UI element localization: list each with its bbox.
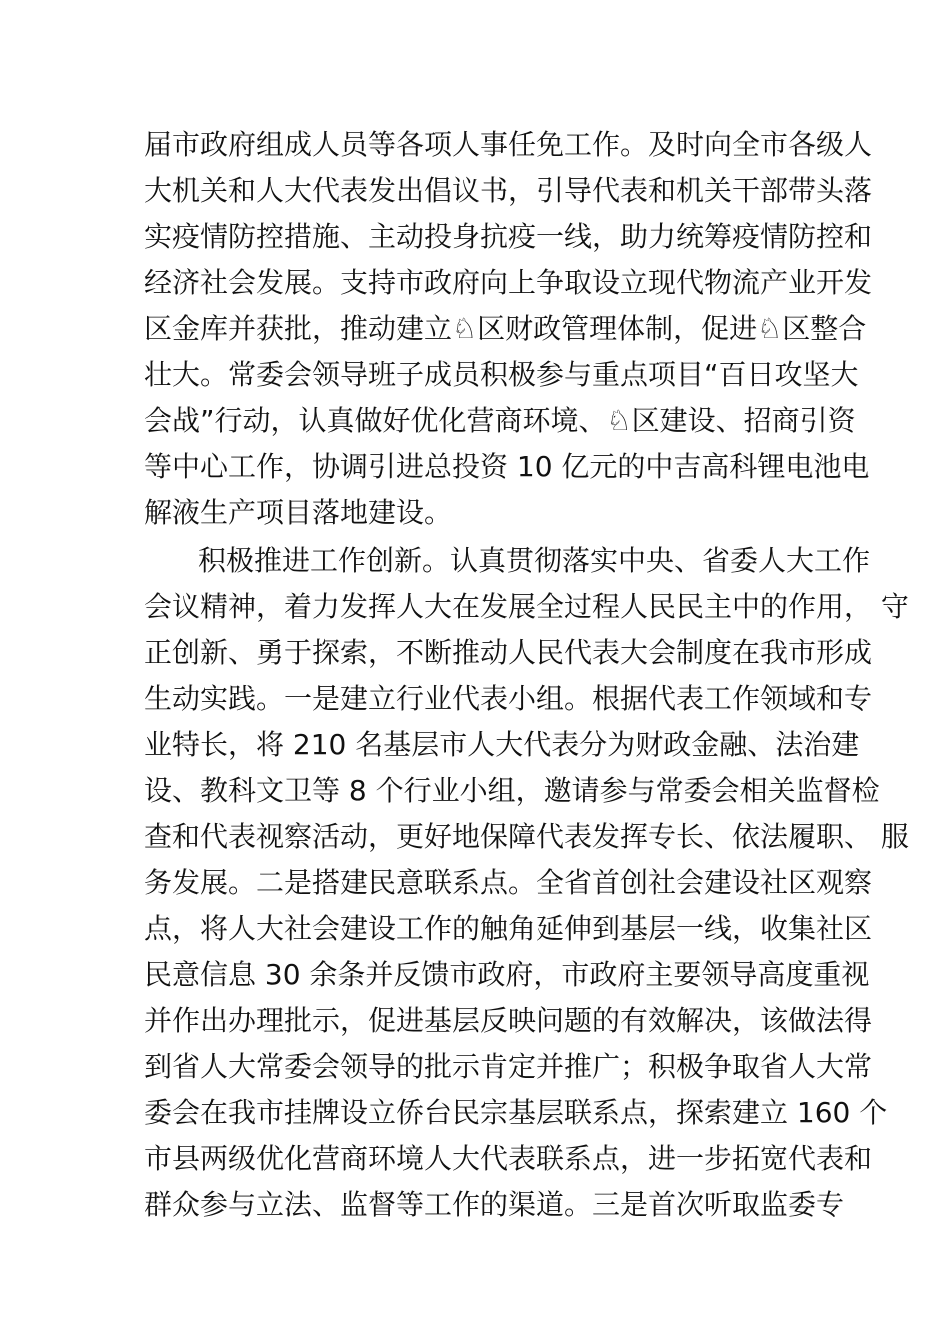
text-line: 民意信息 30 余条并反馈市政府，市政府主要领导高度重视 — [144, 958, 870, 991]
text-line: 查和代表视察活动，更好地保障代表发挥专长、依法履职、 服 — [144, 820, 909, 853]
body-text — [144, 122, 909, 1228]
text-line: 届市政府组成人员等各项人事任免工作。及时向全市各级人 — [144, 128, 873, 161]
text-line: 正创新、勇于探索，不断推动人民代表大会制度在我市形成 — [144, 636, 873, 669]
text-line: 设、教科文卫等 8 个行业小组，邀请参与常委会相关监督检 — [144, 774, 880, 807]
text-line: 群众参与立法、监督等工作的渠道。三是首次听取监委专 — [144, 1188, 845, 1221]
text-line: 壮大。常委会领导班子成员积极参与重点项目“百日攻坚大 — [144, 358, 859, 391]
text-line: 务发展。二是搭建民意联系点。全省首创社会建设社区观察 — [144, 866, 873, 899]
text-line: 业特长，将 210 名基层市人大代表分为财政金融、法治建 — [144, 728, 860, 761]
text-line: 委会在我市挂牌设立侨台民宗基层联系点，探索建立 160 个 — [144, 1096, 888, 1129]
paragraph-first-line: 积极推进工作创新。认真贯彻落实中央、省委人大工作 — [198, 544, 871, 577]
text-line: 市县两级优化营商环境人大代表联系点，进一步拓宽代表和 — [144, 1142, 873, 1175]
text-line: 实疫情防控措施、主动投身抗疫一线，助力统筹疫情防控和 — [144, 220, 873, 253]
text-line: 会议精神，着力发挥人大在发展全过程人民民主中的作用， 守 — [144, 590, 909, 623]
text-line: 解液生产项目落地建设。 — [144, 496, 453, 529]
text-line: 大机关和人大代表发出倡议书，引导代表和机关干部带头落 — [144, 174, 873, 207]
text-line: 等中心工作，协调引进总投资 10 亿元的中吉高科锂电池电 — [144, 450, 870, 483]
text-line: 点，将人大社会建设工作的触角延伸到基层一线，收集社区 — [144, 912, 873, 945]
text-line: 生动实践。一是建立行业代表小组。根据代表工作领域和专 — [144, 682, 873, 715]
text-line: 会战”行动，认真做好优化营商环境、♘区建设、招商引资 — [144, 404, 856, 437]
text-line: 经济社会发展。支持市政府向上争取设立现代物流产业开发 — [144, 266, 873, 299]
text-line: 并作出办理批示，促进基层反映问题的有效解决，该做法得 — [144, 1004, 873, 1037]
text-line: 区金库并获批，推动建立♘区财政管理体制，促进♘区整合 — [144, 312, 867, 345]
text-line: 到省人大常委会领导的批示肯定并推广；积极争取省人大常 — [144, 1050, 873, 1083]
